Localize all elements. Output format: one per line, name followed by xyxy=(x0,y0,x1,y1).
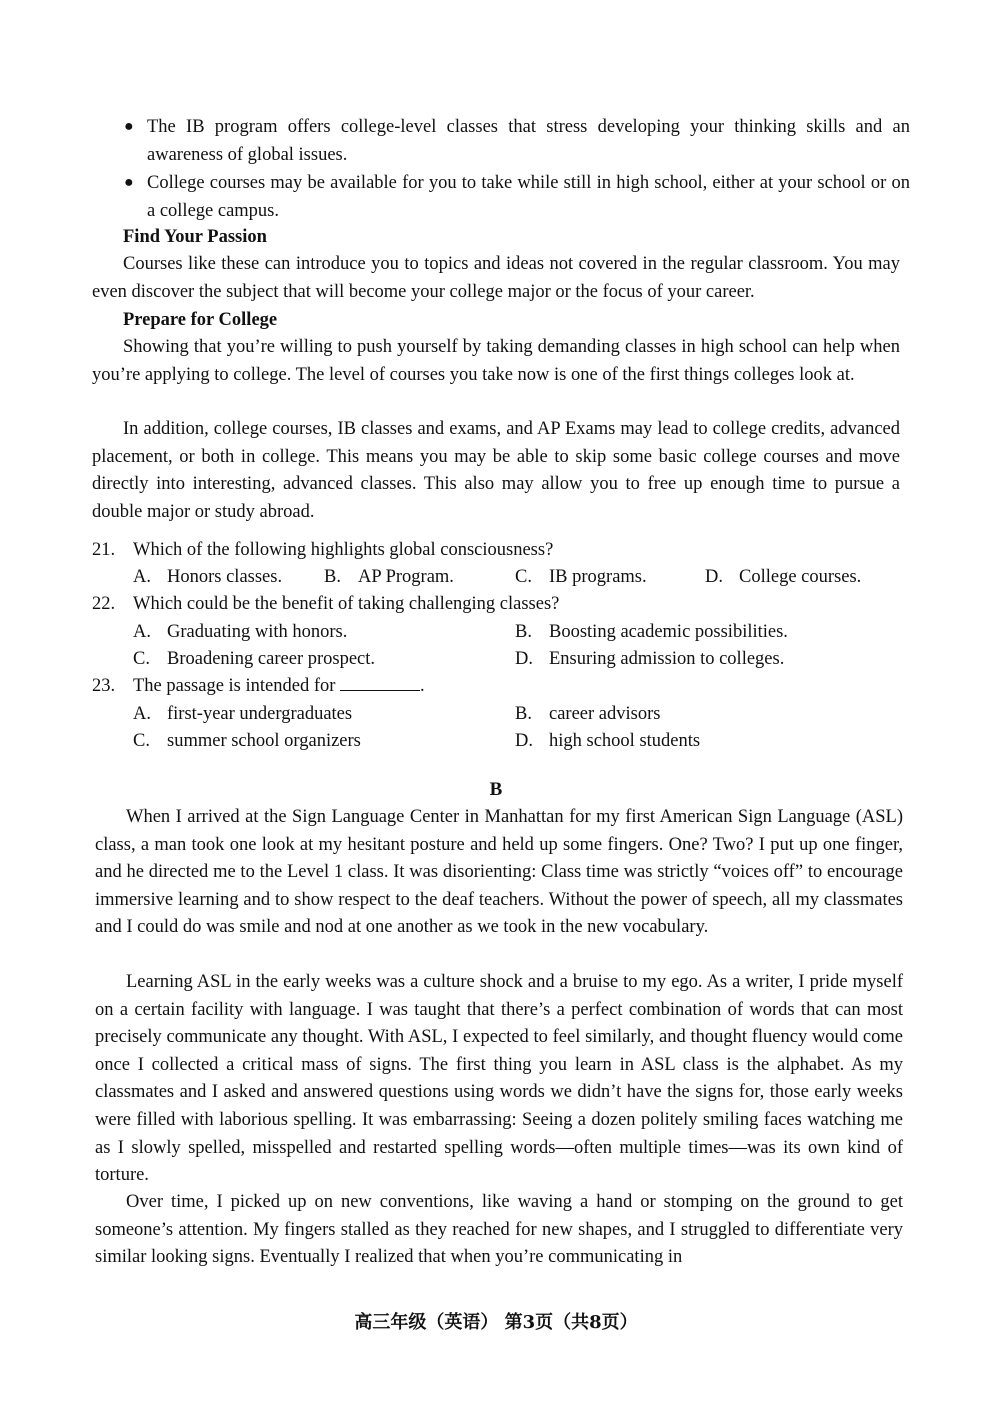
option-c: C. Broadening career prospect. xyxy=(133,649,376,669)
option-d: D. College courses. xyxy=(705,567,862,587)
paragraph-passion: Courses like these can introduce you to topics and ideas not covered in the regular classroom. You may even discover the subject that will become your college major or the focus of your career. xyxy=(92,254,900,302)
option-a: A. first-year undergraduates xyxy=(133,704,353,724)
question-23: 23. The passage is intended for . xyxy=(92,673,912,700)
option-d: D. high school students xyxy=(515,731,701,751)
bullet-text: College courses may be available for you to take while still in high school, either at your school or on a college campus. xyxy=(147,173,910,221)
question-number: 21. xyxy=(92,540,116,560)
option-a: A. Graduating with honors. xyxy=(133,622,348,642)
section-heading-passion: Find Your Passion xyxy=(123,227,267,247)
page-footer: 高三年级（英语） 第3页（共8页） xyxy=(354,1312,638,1333)
answer-blank xyxy=(340,674,420,691)
paragraph-college-1: Showing that you’re willing to push yourself by taking demanding classes in high school can help when you’re applying to college. The level of courses you take now is one of the first things colleges look at. xyxy=(92,337,900,385)
bullet-item xyxy=(120,169,910,225)
question-text: The passage is intended for xyxy=(133,676,336,696)
option-d: D. Ensuring admission to colleges. xyxy=(515,649,785,669)
question-22 xyxy=(92,591,912,618)
paragraph-college-2: In addition, college courses, IB classes and exams, and AP Exams may lead to college credits, advanced placement, or both in college. This means you may be able to skip some basic college courses and move directly into interesting, advanced classes. This also may allow you to free up enough time to pursue a double major or study abroad. xyxy=(92,419,900,522)
section-heading-college: Prepare for College xyxy=(123,310,278,330)
question-number: 22. xyxy=(92,594,116,614)
option-c: C. IB programs. xyxy=(515,567,647,587)
option-b: B. Boosting academic possibilities. xyxy=(515,622,788,642)
bullet-item xyxy=(120,113,910,169)
passage-b-paragraph-1: When I arrived at the Sign Language Center in Manhattan for my first American Sign Language (ASL) class, a man took one look at my hesitant posture and held up some fingers. One? Two? I put up one finger, and he directed me to the Level 1 class. It was disorienting: Class time was strictly “voices off” to encourage immersive learning and to show respect to the deaf teachers. Without the power of speech, all my classmates and I could do was smile and nod at one another as we took in the new vocabulary. xyxy=(95,807,903,938)
question-number: 23. xyxy=(92,676,116,696)
option-a: A. Honors classes. xyxy=(133,567,283,587)
bullet-dot-icon: ● xyxy=(124,118,134,135)
passage-b-paragraph-2: Learning ASL in the early weeks was a culture shock and a bruise to my ego. As a writer, I pride myself on a certain facility with language. I was taught that there’s a perfect combination of words that can most precisely communicate any thought. With ASL, I expected to feel similarly, and thought fluency would come once I collected a critical mass of signs. The first thing you learn in ASL class is the alphabet. As my classmates and I asked and answered questions using words we didn’t have the signs for, those early weeks were filled with laborious spelling. It was embarrassing: Seeing a dozen politely smiling faces watching me as I slowly spelled, misspelled and restarted spelling words—often multiple times—was its own kind of torture. xyxy=(95,972,903,1186)
option-b: B. career advisors xyxy=(515,704,661,724)
question-21 xyxy=(92,537,912,564)
question-text: Which of the following highlights global consciousness? xyxy=(133,540,554,560)
bullet-list xyxy=(120,113,910,225)
bullet-dot-icon: ● xyxy=(124,174,134,191)
passage-label: B xyxy=(489,779,503,800)
option-b: B. AP Program. xyxy=(324,567,454,587)
bullet-text: The IB program offers college-level classes that stress developing your thinking skills and an awareness of global issues. xyxy=(147,117,910,165)
option-c: C. summer school organizers xyxy=(133,731,361,751)
question-text: Which could be the benefit of taking challenging classes? xyxy=(133,594,560,614)
passage-b-paragraph-3: Over time, I picked up on new conventions, like waving a hand or stomping on the ground to get someone’s attention. My fingers stalled as they reached for new shapes, and I struggled to differentiate very similar looking signs. Eventually I realized that when you’re communicating in xyxy=(95,1192,903,1268)
